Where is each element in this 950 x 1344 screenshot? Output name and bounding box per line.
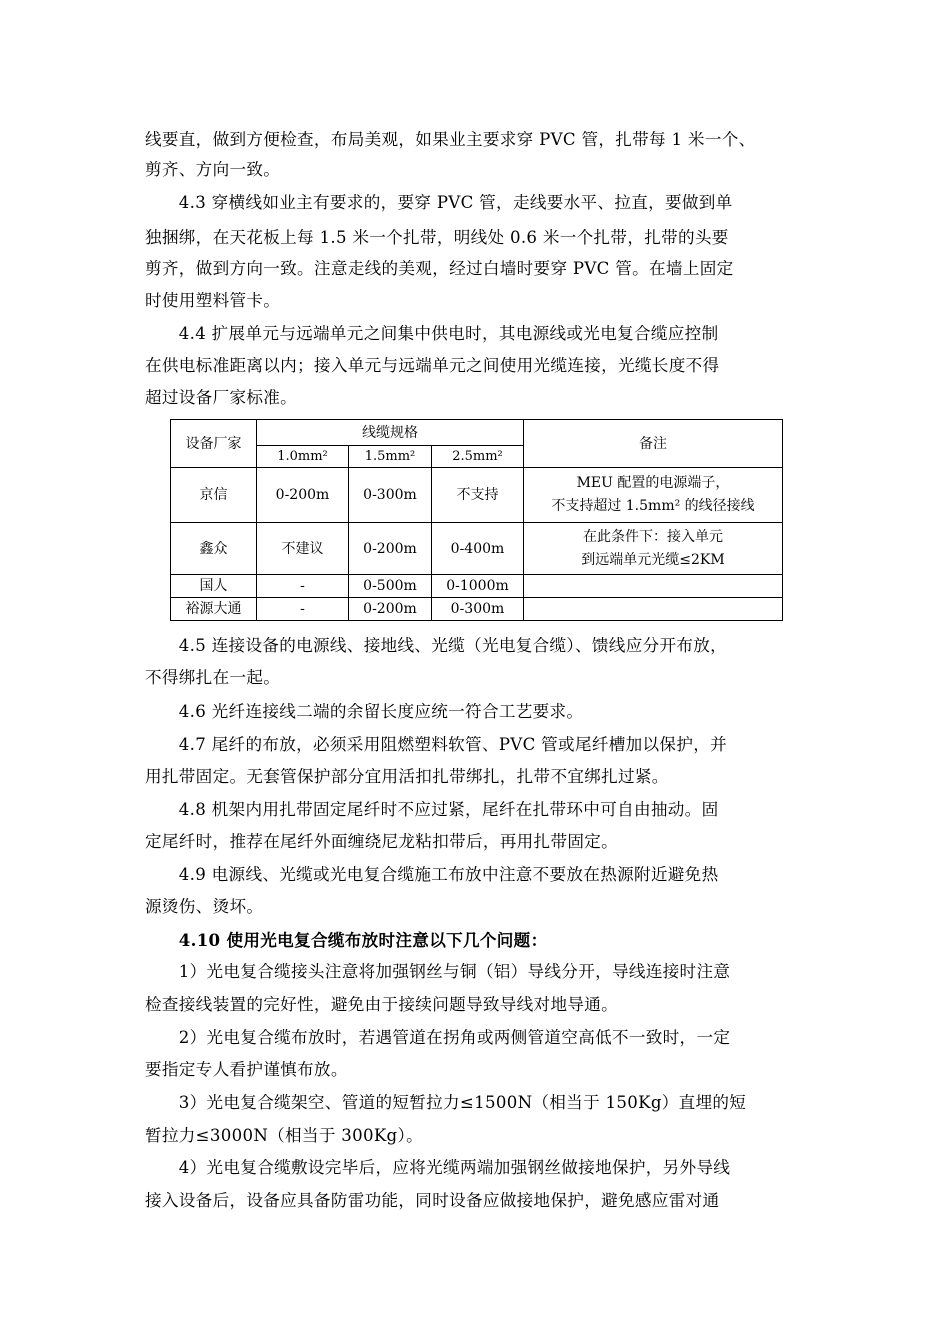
text-line: 4.5 连接设备的电源线、接地线、光缆（光电复合缆）、馈线应分开布放， <box>145 636 728 655</box>
text-line: 2）光电复合缆布放时，若遇管道在拐角或两侧管道空高低不一致时，一定 <box>145 1028 731 1047</box>
text-line: 4.7 尾纤的布放，必须采用阻燃塑料软管、PVC 管或尾纤槽加以保护，并 <box>145 735 727 754</box>
note-line: 在此条件下：接入单元 <box>583 528 723 545</box>
text-line: 4）光电复合缆敷设完毕后，应将光缆两端加强钢丝做接地保护，另外导线 <box>145 1158 731 1177</box>
table-row <box>171 575 783 598</box>
text-line: 暂拉力≤3000N（相当于 300Kg）。 <box>145 1126 423 1145</box>
text-line: 要指定专人看护谨慎布放。 <box>145 1060 348 1079</box>
text-line: 4.8 机架内用扎带固定尾纤时不应过紧，尾纤在扎带环中可自由抽动。固 <box>145 800 719 819</box>
table-row <box>171 468 783 523</box>
spec-cell: 0-300m <box>432 598 524 621</box>
text-line: 时使用塑料管卡。 <box>145 291 281 310</box>
table-row <box>171 523 783 575</box>
spec-cell: 0-200m <box>349 598 432 621</box>
vendor-cell: 鑫众 <box>171 523 257 575</box>
text-line: 接入设备后，设备应具备防雷功能，同时设备应做接地保护，避免感应雷对通 <box>145 1191 720 1210</box>
vendor-cell: 国人 <box>171 575 257 598</box>
header-note: 备注 <box>524 420 783 468</box>
note-cell <box>524 575 783 598</box>
text-line: 用扎带固定。无套管保护部分宜用活扣扎带绑扎，扎带不宜绑扎过紧。 <box>145 767 669 786</box>
header-spec-1: 1.0mm² <box>257 446 349 468</box>
spec-cell: 0-1000m <box>432 575 524 598</box>
header-spec-3: 2.5mm² <box>432 446 524 468</box>
note-cell <box>524 468 783 523</box>
text-line: 4.4 扩展单元与远端单元之间集中供电时，其电源线或光电复合缆应控制 <box>145 324 719 343</box>
table-header-row <box>171 420 783 446</box>
cable-spec-table <box>170 419 783 621</box>
spec-cell: 不建议 <box>257 523 349 575</box>
text-line: 4.3 穿横线如业主有要求的，要穿 PVC 管，走线要水平、拉直，要做到单 <box>145 193 733 212</box>
text-line: 1）光电复合缆接头注意将加强钢丝与铜（铝）导线分开，导线连接时注意 <box>145 962 731 981</box>
note-line: 不支持超过 1.5mm² 的线径接线 <box>551 498 755 514</box>
note-cell <box>524 598 783 621</box>
header-spec-2: 1.5mm² <box>349 446 432 468</box>
header-cable-spec: 线缆规格 <box>257 420 524 446</box>
spec-cell: 0-200m <box>349 523 432 575</box>
spec-cell: 0-500m <box>349 575 432 598</box>
vendor-cell: 京信 <box>171 468 257 523</box>
spec-cell: - <box>257 575 349 598</box>
text-line: 在供电标准距离以内；接入单元与远端单元之间使用光缆连接，光缆长度不得 <box>145 356 720 375</box>
spec-cell: 0-400m <box>432 523 524 575</box>
section-heading: 4.10 使用光电复合缆布放时注意以下几个问题： <box>145 930 548 950</box>
text-line: 剪齐，做到方向一致。注意走线的美观，经过白墙时要穿 PVC 管。在墙上固定 <box>145 259 734 278</box>
note-line: MEU 配置的电源端子， <box>576 475 730 491</box>
note-line: 到远端单元光缆≤2KM <box>581 551 725 568</box>
spec-cell: - <box>257 598 349 621</box>
spec-cell: 不支持 <box>432 468 524 523</box>
note-cell <box>524 523 783 575</box>
table-row <box>171 598 783 621</box>
text-line: 不得绑扎在一起。 <box>145 668 281 687</box>
text-line: 独捆绑，在天花板上每 1.5 米一个扎带，明线处 0.6 米一个扎带，扎带的头要 <box>145 228 729 247</box>
spec-cell: 0-300m <box>349 468 432 523</box>
text-line: 4.6 光纤连接线二端的余留长度应统一符合工艺要求。 <box>145 702 584 721</box>
spec-cell: 0-200m <box>257 468 349 523</box>
text-line: 剪齐、方向一致。 <box>145 160 281 179</box>
text-line: 源烫伤、烫坏。 <box>145 897 264 916</box>
text-line: 定尾纤时，推荐在尾纤外面缠绕尼龙粘扣带后，再用扎带固定。 <box>145 832 619 851</box>
text-line: 3）光电复合缆架空、管道的短暂拉力≤1500N（相当于 150Kg）直埋的短 <box>145 1093 747 1112</box>
text-line: 检查接线装置的完好性，避免由于接续问题导致导线对地导通。 <box>145 995 619 1014</box>
header-vendor: 设备厂家 <box>171 420 257 468</box>
text-line: 线要直，做到方便检查，布局美观，如果业主要求穿 PVC 管，扎带每 1 米一个、 <box>145 130 756 149</box>
text-line: 超过设备厂家标准。 <box>145 388 298 407</box>
text-line: 4.9 电源线、光缆或光电复合缆施工布放中注意不要放在热源附近避免热 <box>145 865 719 884</box>
vendor-cell: 裕源大通 <box>171 598 257 621</box>
